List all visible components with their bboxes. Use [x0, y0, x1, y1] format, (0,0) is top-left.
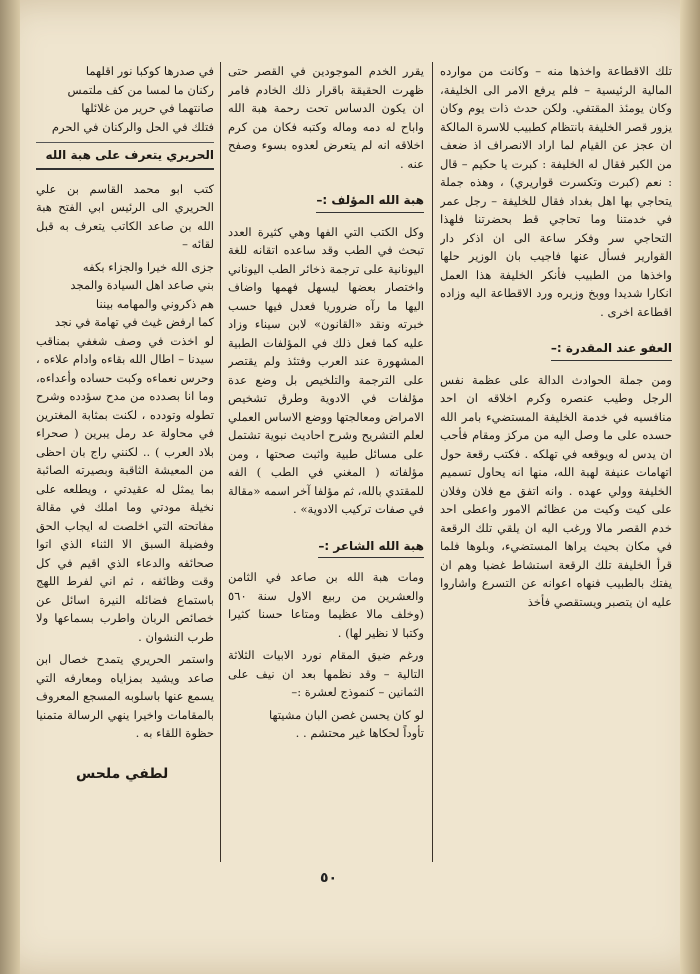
section-heading: الحريري يتعرف على هبة الله — [36, 142, 214, 170]
poem-verse: تأوداً لحكاها غير محتشم . . — [295, 726, 424, 740]
poem-verse: فتلك في الحل والركنان في الحرم — [51, 119, 214, 134]
paragraph: يقرر الخدم الموجودين في القصر حتى ظهرت الحقيقة باقرار ذلك الخادم فامر ان يكون الدساس تحت رحمة هبة الله واباح له دمه وماله وكتبه فكان من كرم اخلاقه انه لم يتعرض لعدوه بسوء وصفح عنه . — [228, 64, 424, 171]
poem-verse: في صدرها كوكبا نور اقلهما — [85, 64, 214, 78]
poem-verse: ركنان ما لمسا من كف ملتمس — [67, 82, 214, 97]
page-edge-right — [680, 0, 700, 974]
poem-verse: بني صاعد اهل السيادة والمجد — [70, 278, 214, 292]
section-heading: هبة الله الشاعر :– — [318, 537, 424, 559]
paragraph: ومات هبة الله بن صاعد في الثامن والعشرين من ربيع الاول سنة ٥٦٠ (وخلف مالا عظيما ومتاعا حسنا كثيرا وكتبا لا نظير لها) . — [228, 570, 424, 640]
poem-verse: هم ذكروني والمهامه بيننا — [95, 296, 214, 311]
paragraph: ورغم ضيق المقام نورد الابيات الثلاثة التالية – وقد نظمها بعد ان نيف على الثمانين – كنموذج لعشرة :– — [228, 648, 424, 699]
right-column — [440, 62, 672, 857]
page-number: ٥٠ — [320, 870, 338, 886]
section-heading: هبة الله المؤلف :– — [316, 191, 424, 213]
poem-verse: صانتهما في حرير من غلائلها — [81, 101, 214, 115]
paragraph: وكل الكتب التي الفها وهي كثيرة العدد تبحث في الطب وقد ساعده اتقانه للغة اليونانية على ترجمة ذخائر الطب اليوناني واختصار بعضها ليسهل فهمها واضاف اليها ما رآه ضروريا فعدل فيها حسب خبرته ونقد «القانون» لابن سيناء وزاد عليه كما فعل ذلك في المؤلفات الطبية المشهورة عند العرب وفتئذ ولم يقتصر على الترجمة والتلخيص بل وضع عدة مؤلفات في الادوية وطرق تشخيص الامراض ومعالجتها ووضع الاساس العملي لعلم التشريح وشرح احاديث نبوية تشتمل على مسائل طبية واثبت صحتها ، ومن مؤلفاته ( المغني في الطب ) الفه للمقتدي بالله، ثم مؤلفا آخر اسمه «مقالة في صفات تركيب الادوية» . — [228, 224, 424, 516]
paragraph: ومن جملة الحوادث الدالة على عظمة نفس الرجل وطيب عنصره وكرم اخلاقه ان احد منافسيه في خدمة الخليفة المستضيء بامر الله حسده على ما وصل اليه من مركز ومقام فأحب ان يدس له ويوقعه في تهلكه . فكتب رقعة حول اتهامات عنيفة لهبة الله، منها انه يحاول تسميم الخليفة وولي عهده . وانه اتفق مع فلان وفلان على كيت وكيت من عظائم الامور واعطى احد خدم القصر مالا ورغب اليه ان يلقي تلك الرقعة في مكان بحيث يراها المستضيء، وبلوها فلما قرأ الخليفة تلك الرقعة استشاط غضبا وهم ان يفتك بالطبيب فنهاه اعوانه عن التسرع واشاروا عليه ان يتصبر ويستقصي فأخذ — [440, 372, 672, 609]
author-signature: لطفي ملحس — [76, 765, 169, 782]
page-binding-left — [0, 0, 20, 974]
paragraph: لو اخذت في وصف شغفي بمناقب سيدنا – اطال الله بقاءه وادام علاءه ، وحرس نعماءه وكبت حساده وأعداءه، وما انا بصدده من مدح سؤدده وشرح تطوله وتودده ، لكنت بمثابة المغترين في محاولة عد رمل يبرين ( صحراء بلاد العرب ) .. لكنني راج بان احظى من المعيشة الثاقبة وبصيرته الصائبة بما يمثل له عقيدتي ، ويطلعه على نخيلة مودتي وما املك في مقالة مفاتحته التي اخلصت له ايجاب الحق وفضيلة السبق الا الثناء الذي اتوا صحائفه والدعاء الذي اقيم في كل وقت وظائفه ، ثم اني لفرط اللهج باستماع فضائله النيرة اسائل عن خصائص الربان واطرب بسماعها ولا طرب النشوان . — [36, 333, 214, 644]
paragraph: تلك الاقطاعة واخذها منه – وكانت من موارده المالية الرئيسية – فلم يرفع الامر الى الخليفة، وكان يومئذ المقتفي. ولكن حدث ذات يوم وكان يزور قصر الخليفة بانتظام كطبيب للاسرة المالكة ان عجز عن القيام لما اراد الانصراف اذ ضعف من الكبر فقال له الخليفة : كبرت يا حكيم – قال : نعم (كبرت وتكسرت قواريري) ، وهذه جملة يتحاجي بها اهل بغداد فقال للخليفة – رجل عمر في خدمتنا وما تحاجي قط بحضرتنا فلهذا التحاجي سر وفكر ساعة الى ان اذكر دار القوارير فسأل عنها فاجيب بان الوزير حلها واخذها من الطبيب فأنكر الخليفة هذا العمل انكارا شديدا ووبخ وزيره ورد الاقطاعة اليه وزاده اقطاعة اخرى . — [440, 64, 672, 319]
column-divider-left — [220, 62, 221, 862]
paragraph: كتب ابو محمد القاسم بن علي الحريري الى الرئيس ابي الفتح هبة الله بن صاعد الكاتب يتعرف به قبل لقائه – — [36, 181, 214, 251]
section-heading: العفو عند المقدرة :– — [551, 339, 672, 361]
poem-verse: جزى الله خيرا والجزاء بكفه — [82, 259, 214, 274]
left-column — [36, 62, 214, 862]
paragraph: واستمر الحريري يتمدح خصال ابن صاعد ويشيد بمزاياه ومعارفه التي يسمع عنها باسلوبه المسجع المعروف بالمقامات واخيرا ينهي الرسالة متمنيا حظوة اللقاء به . — [36, 652, 214, 740]
column-divider-right — [432, 62, 433, 862]
poem-verse: كما ارفض غيث في تهامة في نجد — [54, 315, 214, 329]
middle-column — [228, 62, 424, 892]
poem-verse: لو كان يحسن غصن البان مشيتها — [268, 707, 424, 722]
